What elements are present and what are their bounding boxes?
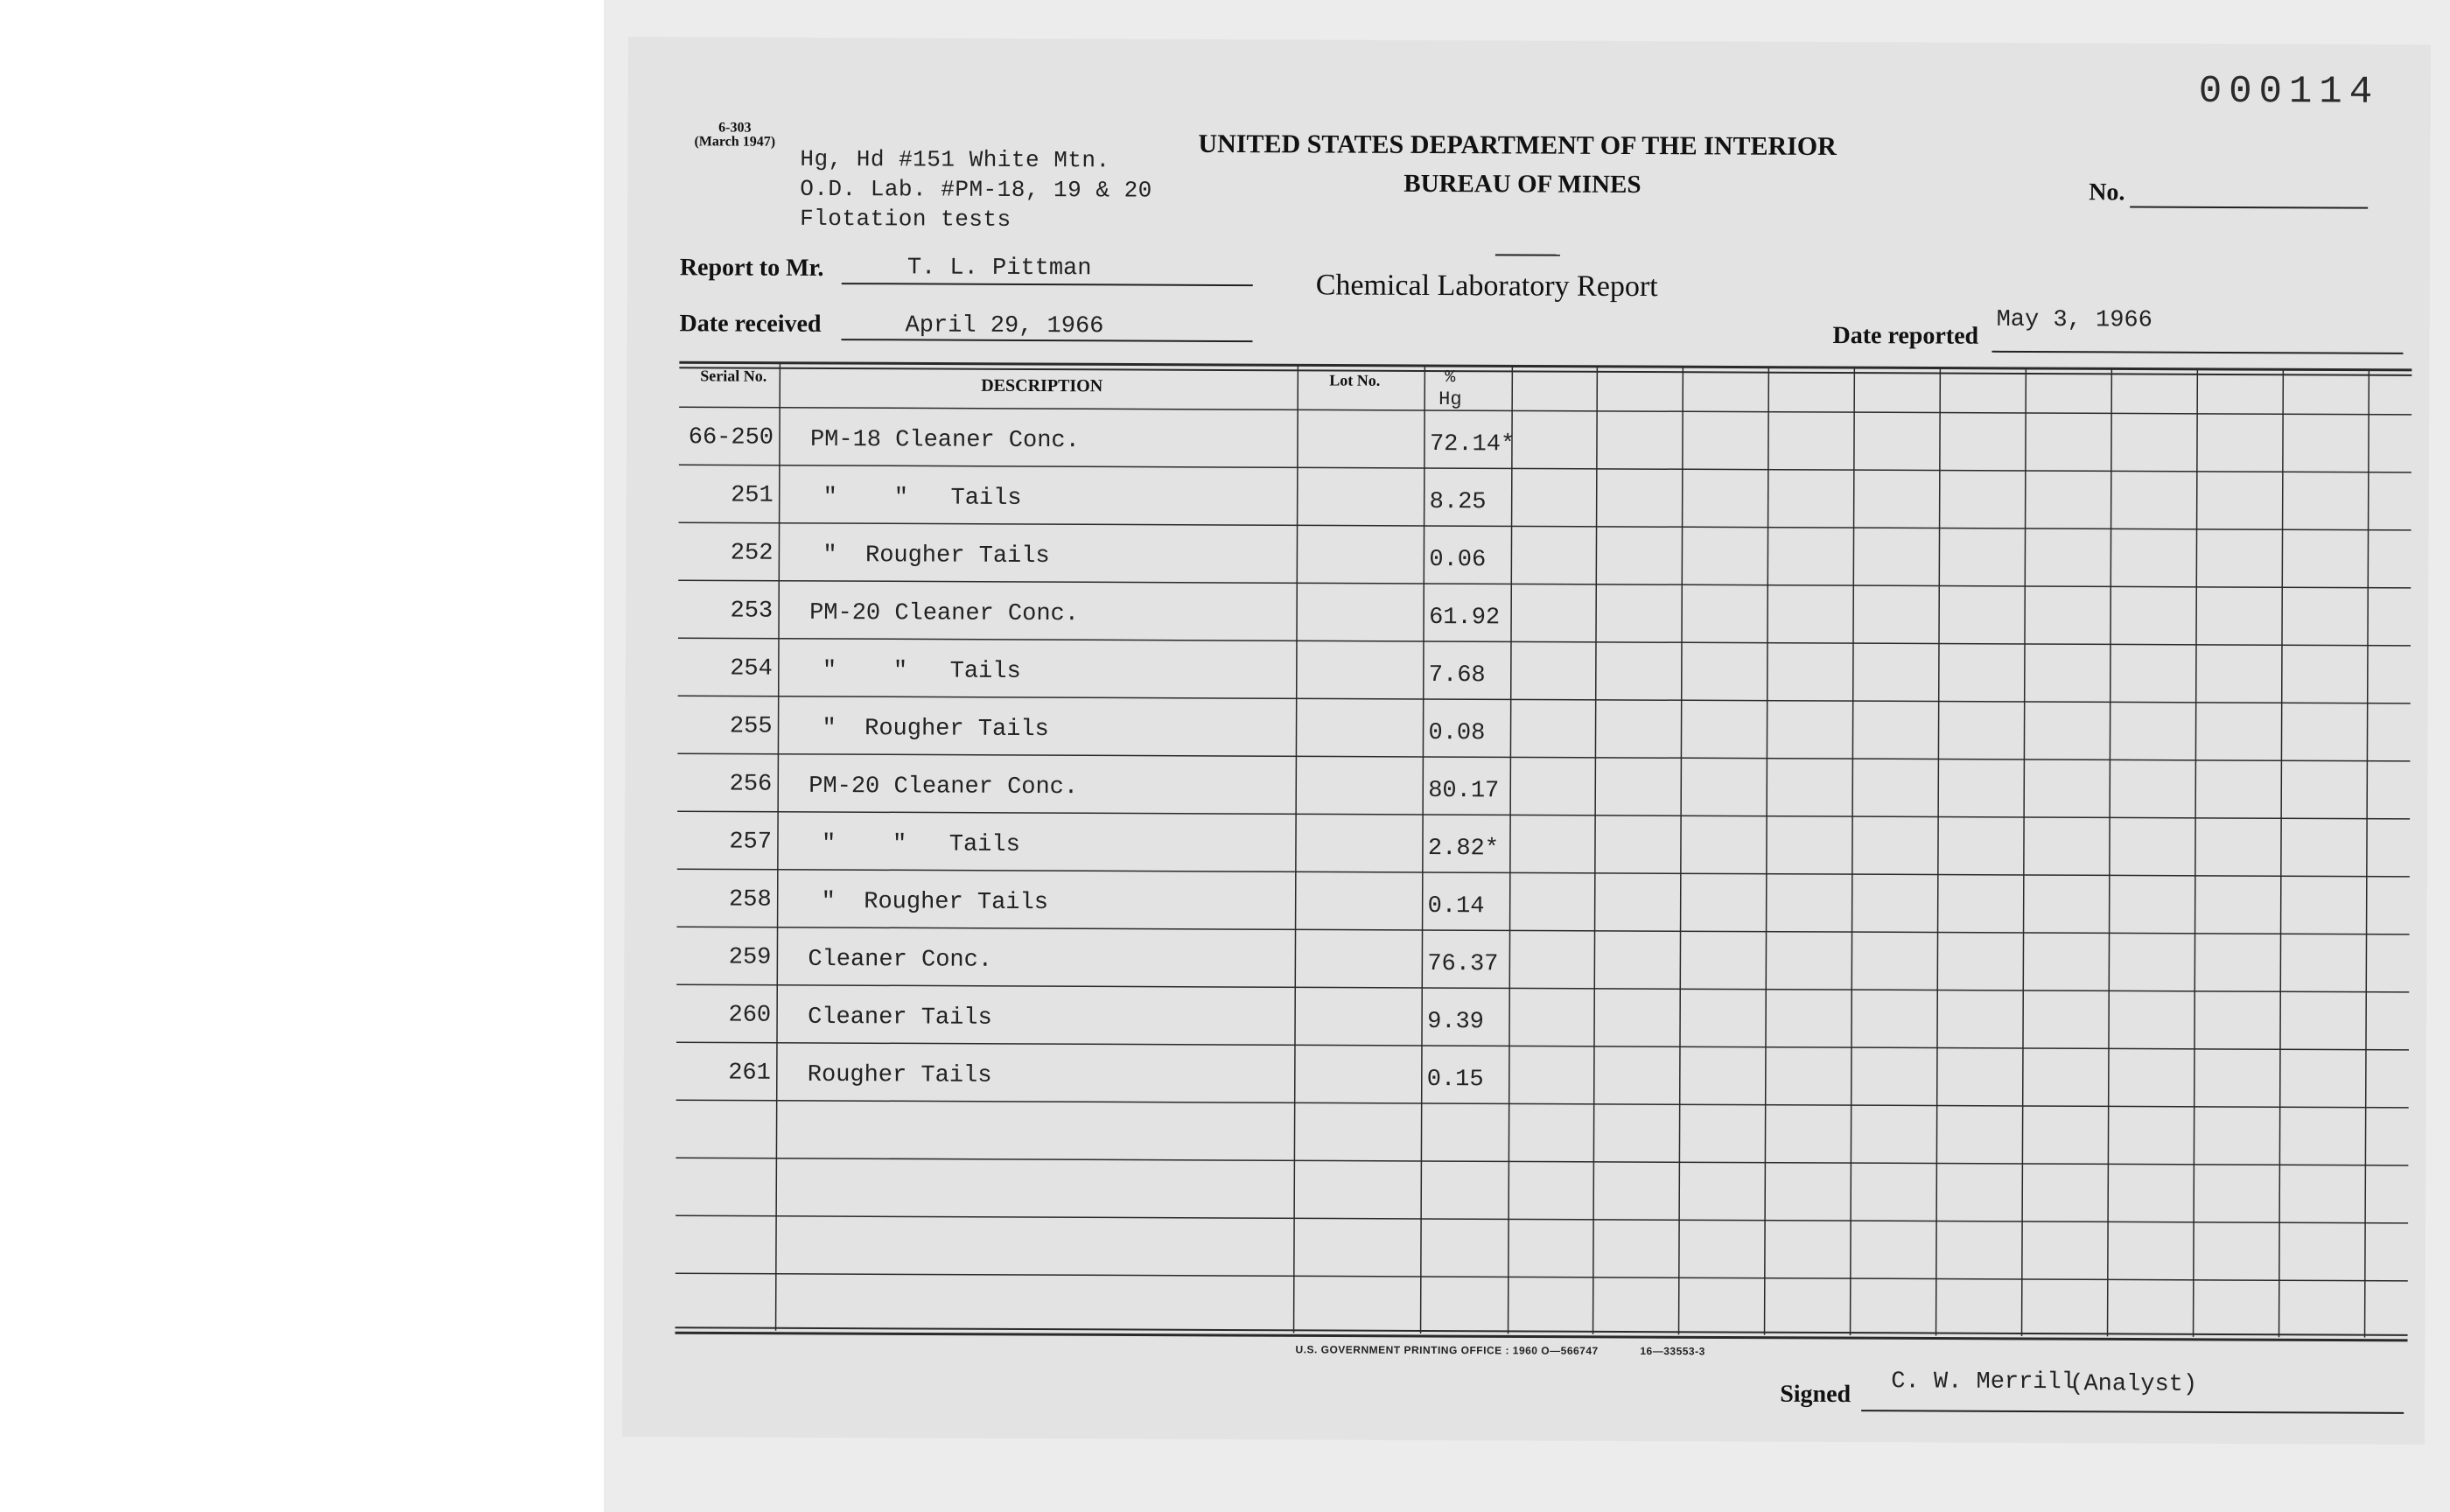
row-description: PM-20 Cleaner Conc. <box>809 599 1080 628</box>
column-rule <box>776 363 780 1331</box>
typed-header-line-2: O.D. Lab. #PM-18, 19 & 20 <box>800 175 1152 204</box>
row-rule <box>678 638 2411 646</box>
row-serial: 258 <box>729 886 772 914</box>
row-serial: 255 <box>729 713 773 740</box>
column-rule <box>2108 368 2112 1336</box>
row-hg-value: 0.08 <box>1428 719 1486 747</box>
row-serial: 66-250 <box>688 424 774 452</box>
row-hg-value: 61.92 <box>1429 604 1501 632</box>
print-code: 16—33553-3 <box>1640 1345 1705 1358</box>
date-received-label: Date received <box>679 310 822 338</box>
row-rule <box>679 465 2412 472</box>
date-reported-label: Date reported <box>1832 322 1979 350</box>
report-to-value: T. L. Pittman <box>906 255 1092 283</box>
row-description: " Rougher Tails <box>822 715 1049 744</box>
printing-office-text: U.S. GOVERNMENT PRINTING OFFICE : 1960 O—566747 <box>1295 1343 1599 1357</box>
date-received-value: April 29, 1966 <box>905 312 1104 340</box>
row-hg-value: 7.68 <box>1428 662 1486 690</box>
form-number: 6-303 <box>718 120 752 136</box>
column-serial-header: Serial No. <box>700 367 767 385</box>
row-serial: 252 <box>730 540 774 567</box>
row-hg-value: 9.39 <box>1427 1008 1484 1036</box>
signed-role: (Analyst) <box>2069 1371 2198 1398</box>
row-rule <box>677 811 2410 819</box>
row-description: Cleaner Conc. <box>808 946 993 974</box>
column-lot-header: Lot No. <box>1329 371 1381 389</box>
column-rule <box>2194 369 2198 1337</box>
row-hg-value: 76.37 <box>1427 950 1499 978</box>
row-description: " " Tails <box>821 830 1020 858</box>
row-rule <box>678 696 2411 704</box>
row-rule <box>676 1273 2408 1281</box>
column-hg-header: Hg <box>1438 388 1462 411</box>
column-rule <box>2022 368 2026 1336</box>
date-reported-value: May 3, 1966 <box>1996 306 2152 334</box>
row-serial: 260 <box>728 1002 772 1029</box>
column-percent-header: % <box>1445 368 1456 388</box>
row-rule <box>678 580 2411 588</box>
row-rule <box>679 522 2412 530</box>
printing-office-imprint <box>1295 1343 1704 1357</box>
report-to-label: Report to Mr. <box>679 254 824 282</box>
row-serial: 251 <box>731 482 774 509</box>
row-hg-value: 0.06 <box>1429 547 1487 574</box>
row-rule <box>677 869 2410 877</box>
column-rule <box>2279 369 2284 1337</box>
row-description: PM-20 Cleaner Conc. <box>808 773 1079 802</box>
row-description: " Rougher Tails <box>822 542 1050 570</box>
row-hg-value: 2.82* <box>1427 835 1500 863</box>
row-description: " Rougher Tails <box>821 888 1048 917</box>
column-rule <box>1936 368 1941 1336</box>
bureau-title: BUREAU OF MINES <box>1404 169 1642 200</box>
row-hg-value: 0.15 <box>1426 1066 1484 1094</box>
typed-header-line-3: Flotation tests <box>800 205 1012 233</box>
row-serial: 256 <box>729 771 773 798</box>
signed-value: C. W. Merrill <box>1891 1368 2076 1396</box>
column-rule <box>1294 365 1298 1333</box>
row-serial: 253 <box>730 598 774 625</box>
row-description: Rougher Tails <box>807 1061 992 1089</box>
row-serial: 254 <box>730 655 773 682</box>
column-description-header: DESCRIPTION <box>981 375 1103 396</box>
row-hg-value: 0.14 <box>1427 892 1485 920</box>
report-title: Chemical Laboratory Report <box>1315 269 1658 304</box>
no-label: No. <box>2089 178 2125 206</box>
row-serial: 257 <box>729 829 773 856</box>
row-hg-value: 8.25 <box>1429 489 1487 516</box>
row-description: PM-18 Cleaner Conc. <box>809 426 1080 455</box>
row-rule <box>676 1158 2408 1166</box>
column-rule <box>1421 366 1425 1334</box>
row-hg-value: 80.17 <box>1428 777 1500 805</box>
row-rule <box>676 1215 2408 1223</box>
row-rule <box>677 927 2410 934</box>
row-rule <box>676 1100 2409 1108</box>
page-number: 000114 <box>2198 69 2380 115</box>
row-description: " " Tails <box>822 657 1021 685</box>
column-rule <box>1508 366 1513 1334</box>
agency-title: UNITED STATES DEPARTMENT OF THE INTERIOR <box>1198 129 1837 162</box>
row-rule <box>677 753 2410 761</box>
column-rule <box>1851 368 1855 1335</box>
lab-report-sheet <box>622 37 2431 1445</box>
form-date: (March 1947) <box>694 134 776 150</box>
column-rule <box>2365 370 2370 1338</box>
row-serial: 259 <box>728 944 772 971</box>
signed-label: Signed <box>1780 1380 1852 1409</box>
column-rule <box>1593 367 1598 1334</box>
row-rule <box>676 984 2409 992</box>
column-rule <box>1765 368 1769 1335</box>
row-description: Cleaner Tails <box>808 1004 992 1032</box>
row-description: " " Tails <box>822 484 1022 512</box>
typed-header-line-1: Hg, Hd #151 White Mtn. <box>800 145 1110 174</box>
column-rule <box>1679 367 1684 1334</box>
row-hg-value: 72.14* <box>1429 431 1516 458</box>
row-rule <box>676 1042 2409 1050</box>
row-serial: 261 <box>728 1060 771 1087</box>
